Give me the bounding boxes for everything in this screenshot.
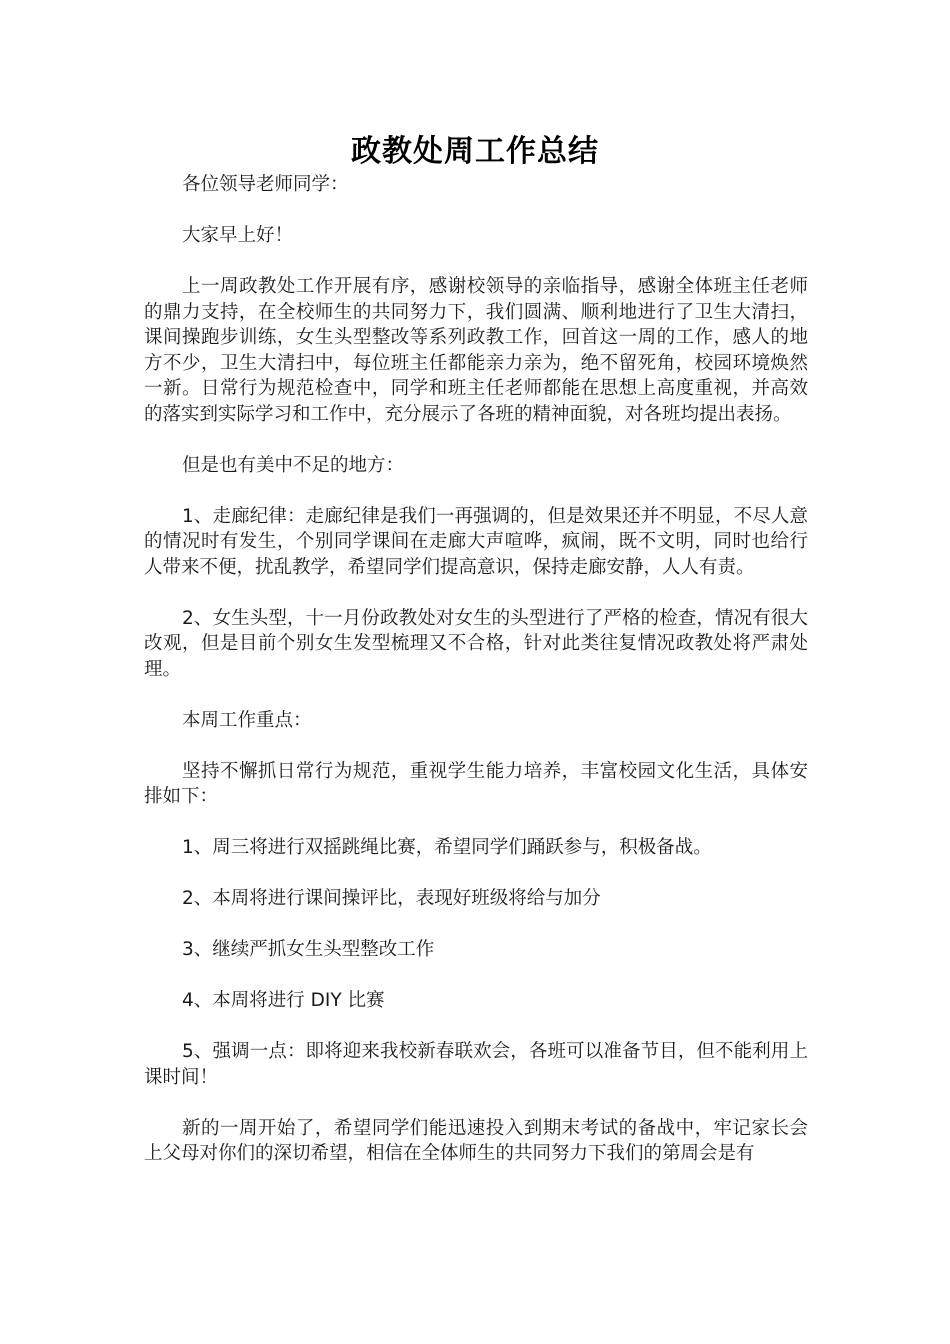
list-item: 4、本周将进行 DIY 比赛 (182, 990, 385, 1011)
greeting-paragraph: 各位领导老师同学： (182, 174, 349, 195)
last-week-summary-paragraph: 上一周政教处工作开展有序，感谢校领导的亲临指导，感谢全体班主任老师的鼎力支持，在全校师生的共同努力下，我们圆满、顺利地进行了卫生大清扫，课间操跑步训练，女生头型整改等系列政教工作，回首这一周的工作，感人的地方不少，卫生大清扫中，每位班主任都能亲力亲为，绝不留死角，校园环境焕然一新。日常行为规范检查中，同学和班主任老师都能在思想上高度重视，并高效的落实到实际学习和工作中，充分展示了各班的精神面貌，对各班均提出表扬。 (144, 276, 808, 425)
list-item: 3、继续严抓女生头型整改工作 (182, 939, 435, 960)
list-item: 2、本周将进行课间操评比，表现好班级将给与加分 (182, 888, 601, 909)
corridor-discipline-paragraph: 1、走廊纪律：走廊纪律是我们一再强调的，但是效果还并不明显，不尽人意的情况时有发生，个别同学课间在走廊大声喧哗，疯闹，既不文明，同时也给行人带来不便，扰乱教学，希望同学们提高意识，保持走廊安静，人人有责。 (144, 505, 808, 578)
document-body (144, 172, 808, 1192)
weekly-focus-heading: 本周工作重点： (182, 709, 312, 731)
weekly-focus-intro-paragraph: 坚持不懈抓日常行为规范，重视学生能力培养，丰富校园文化生活，具体安排如下： (144, 760, 808, 807)
shortcomings-intro-paragraph: 但是也有美中不足的地方： (182, 454, 405, 476)
closing-paragraph: 新的一周开始了，希望同学们能迅速投入到期末考试的备战中，牢记家长会上父母对你们的深切希望，相信在全体师生的共同努力下我们的第周会是有 (144, 1117, 808, 1164)
list-item: 5、强调一点：即将迎来我校新春联欢会，各班可以准备节目，但不能利用上课时间！ (144, 1041, 808, 1088)
document-title: 政教处周工作总结 (351, 134, 599, 169)
list-item: 1、周三将进行双摇跳绳比赛，希望同学们踊跃参与，积极备战。 (182, 837, 712, 858)
morning-greeting-paragraph: 大家早上好！ (182, 225, 294, 246)
girls-hairstyle-paragraph: 2、女生头型，十一月份政教处对女生的头型进行了严格的检查，情况有很大改观，但是目前个别女生发型梳理又不合格，针对此类往复情况政教处将严肃处理。 (144, 607, 808, 680)
